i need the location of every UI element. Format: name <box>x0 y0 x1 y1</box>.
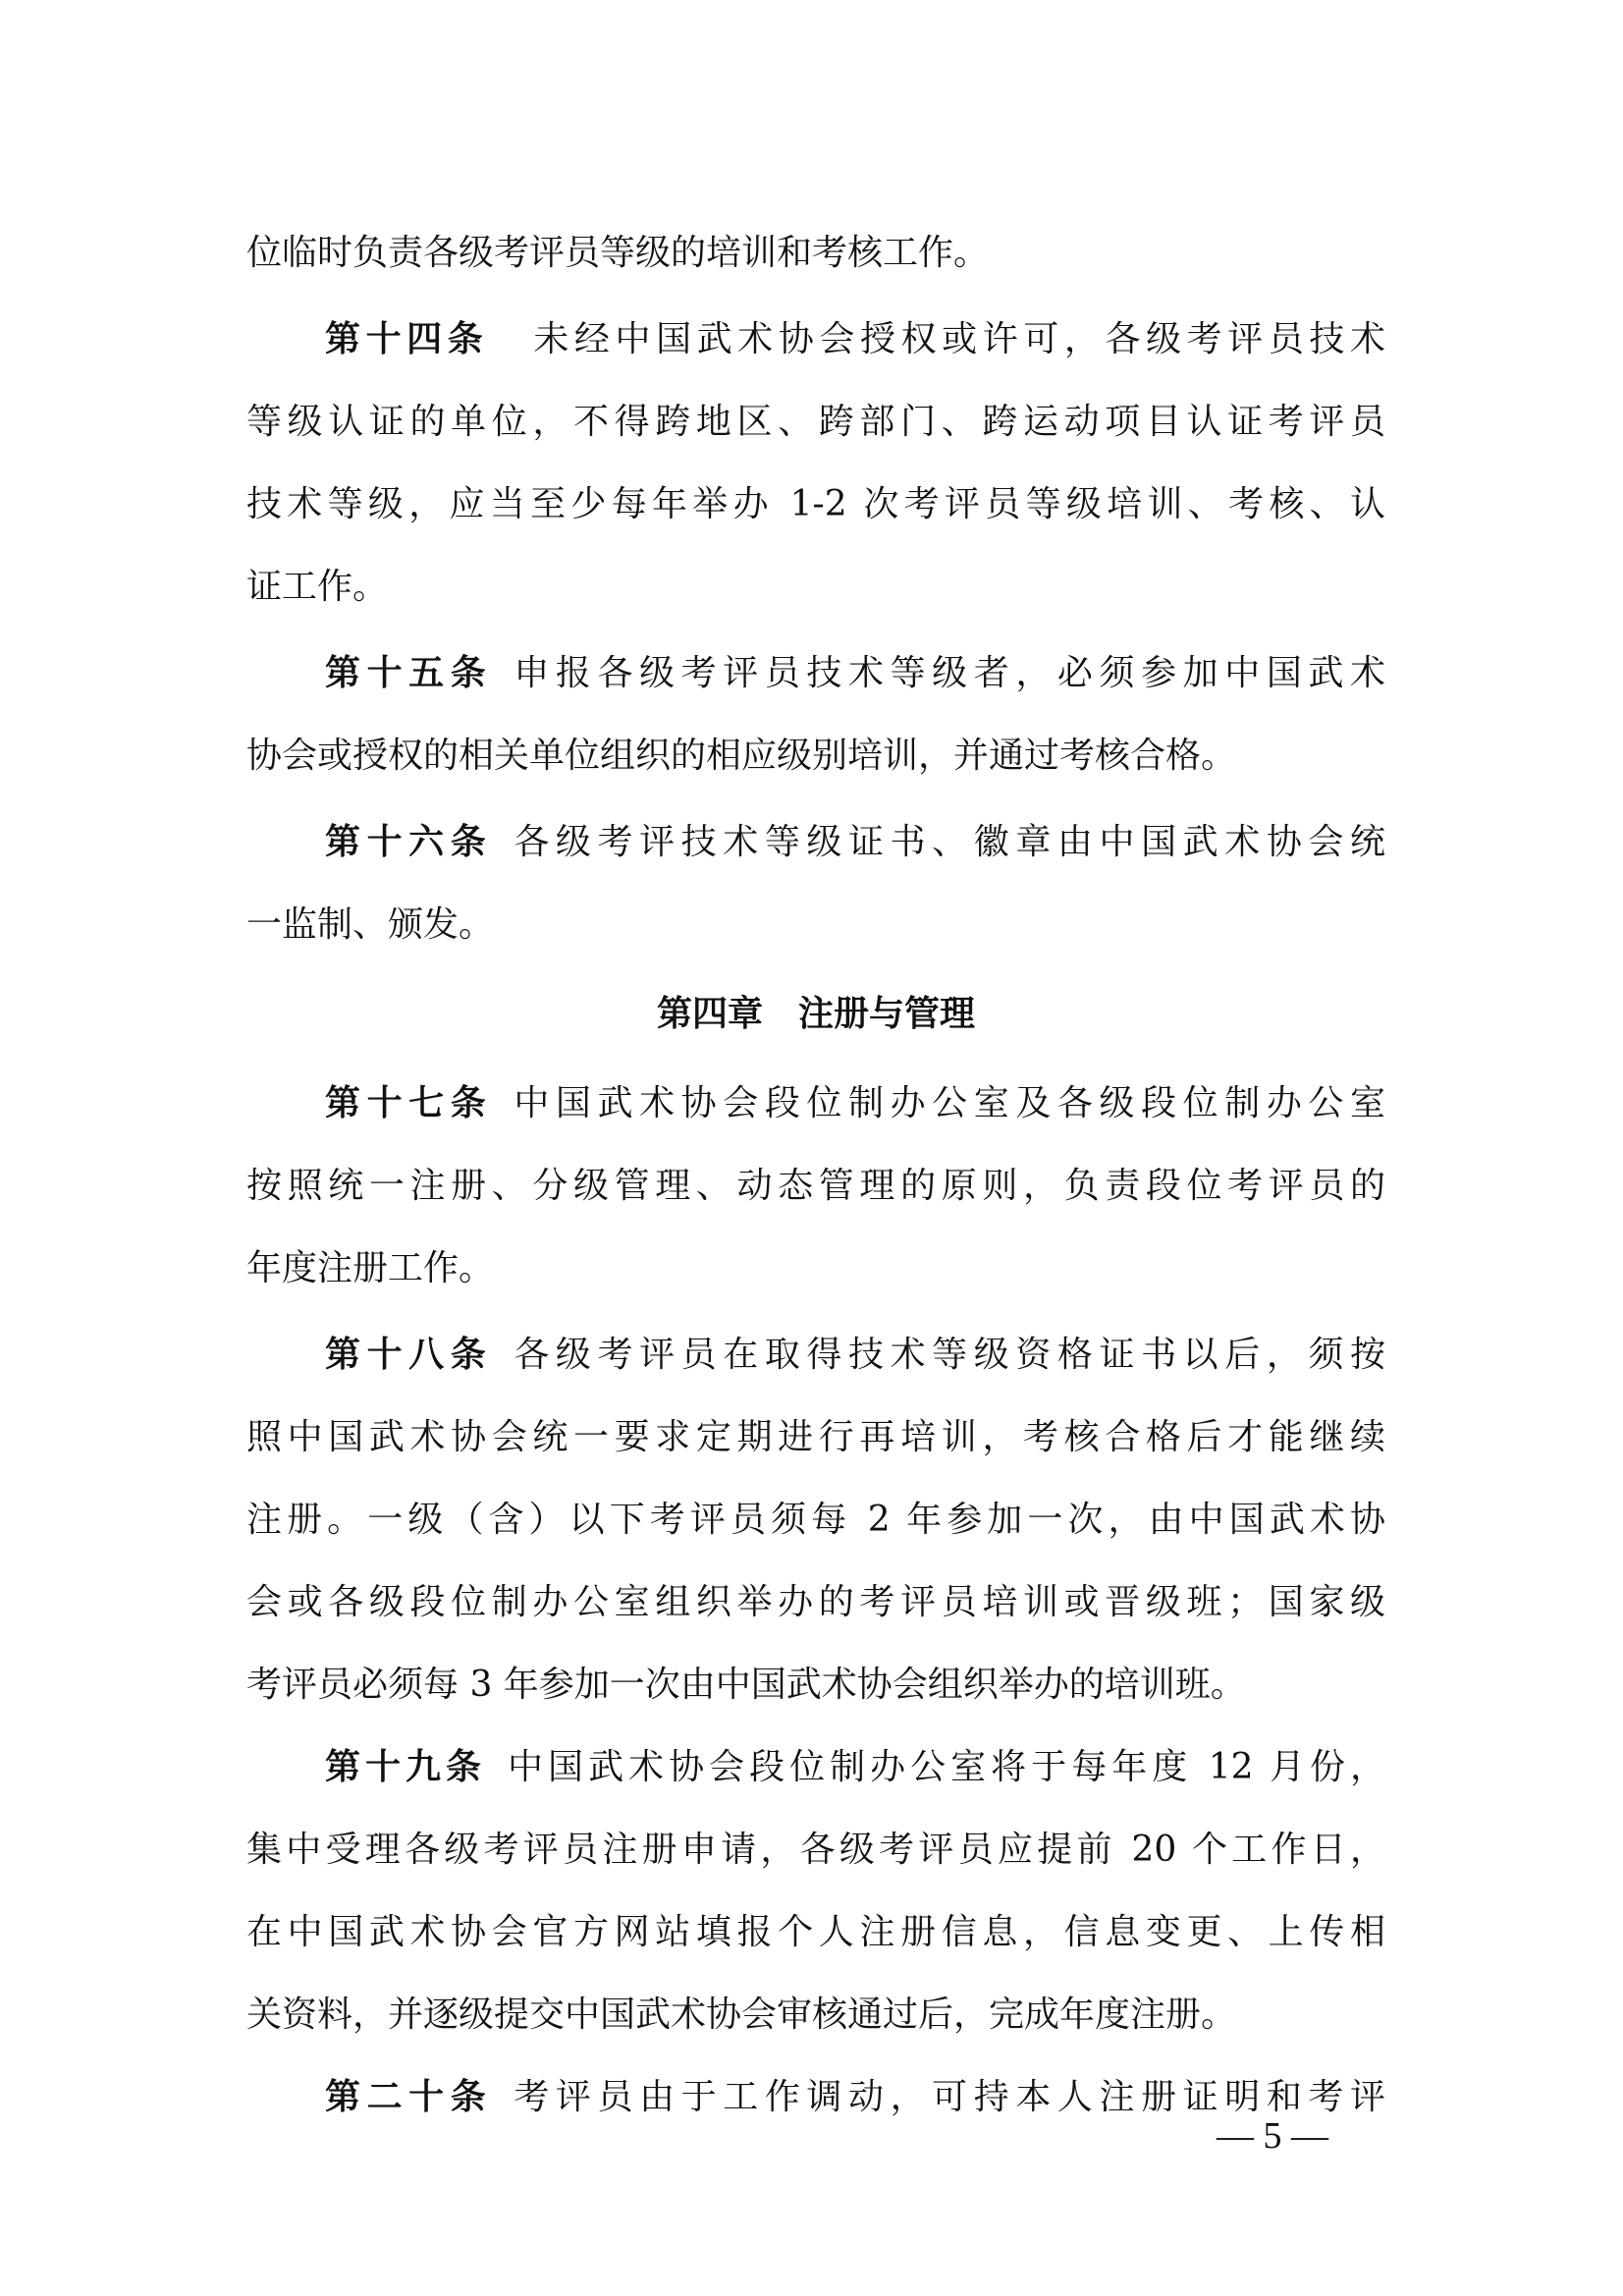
article-18-line-2: 照中国武术协会统一要求定期进行再培训，考核合格后才能继续 <box>246 1417 1385 1457</box>
article-label: 第二十条 <box>325 2077 493 2117</box>
article-14-line-2: 等级认证的单位，不得跨地区、跨部门、跨运动项目认证考评员 <box>246 402 1385 442</box>
article-label: 第十四条 <box>325 319 489 359</box>
article-18-line-5: 考评员必须每 3 年参加一次由中国武术协会组织举办的培训班。 <box>246 1665 1246 1705</box>
page-number: — 5 — <box>1217 2115 1328 2157</box>
article-16-line-1: 第十六条 各级考评技术等级证书、徽章由中国武术协会统 <box>325 822 1385 862</box>
article-19-line-1: 第十九条 中国武术协会段位制办公室将于每年度 12 月份， <box>325 1747 1385 1787</box>
article-label: 第十九条 <box>325 1747 487 1787</box>
article-17-line-3: 年度注册工作。 <box>246 1248 495 1288</box>
article-label: 第十六条 <box>325 822 493 862</box>
article-18-line-4: 会或各级段位制办公室组织举办的考评员培训或晋级班；国家级 <box>246 1582 1385 1622</box>
article-15-line-2: 协会或授权的相关单位组织的相应级别培训，并通过考核合格。 <box>246 736 1237 776</box>
article-14-line-3: 技术等级，应当至少每年举办 1-2 次考评员等级培训、考核、认 <box>246 484 1385 524</box>
article-19-line-4: 关资料，并逐级提交中国武术协会审核通过后，完成年度注册。 <box>246 1995 1237 2035</box>
article-15-line-1: 第十五条 申报各级考评员技术等级者，必须参加中国武术 <box>325 653 1385 693</box>
article-14-line-1: 第十四条 未经中国武术协会授权或许可，各级考评员技术 <box>325 319 1385 359</box>
article-18-line-3: 注册。一级（含）以下考评员须每 2 年参加一次，由中国武术协 <box>246 1500 1385 1540</box>
article-17-line-1: 第十七条 中国武术协会段位制办公室及各级段位制办公室 <box>325 1083 1385 1123</box>
article-label: 第十五条 <box>325 653 493 693</box>
chapter-heading: 第四章 注册与管理 <box>656 994 975 1034</box>
article-19-line-2: 集中受理各级考评员注册申请，各级考评员应提前 20 个工作日， <box>246 1830 1385 1870</box>
article-20-line-1: 第二十条 考评员由于工作调动，可持本人注册证明和考评 <box>325 2077 1385 2117</box>
article-17-line-2: 按照统一注册、分级管理、动态管理的原则，负责段位考评员的 <box>246 1166 1385 1206</box>
article-label: 第十八条 <box>325 1335 493 1375</box>
article-18-line-1: 第十八条 各级考评员在取得技术等级资格证书以后，须按 <box>325 1335 1385 1375</box>
article-label: 第十七条 <box>325 1083 493 1123</box>
document-body <box>246 212 1385 2139</box>
article-19-line-3: 在中国武术协会官方网站填报个人注册信息，信息变更、上传相 <box>246 1912 1385 1952</box>
article-14-line-4: 证工作。 <box>246 567 389 607</box>
continuation-line: 位临时负责各级考评员等级的培训和考核工作。 <box>246 233 990 273</box>
article-16-line-2: 一监制、颁发。 <box>246 904 495 945</box>
